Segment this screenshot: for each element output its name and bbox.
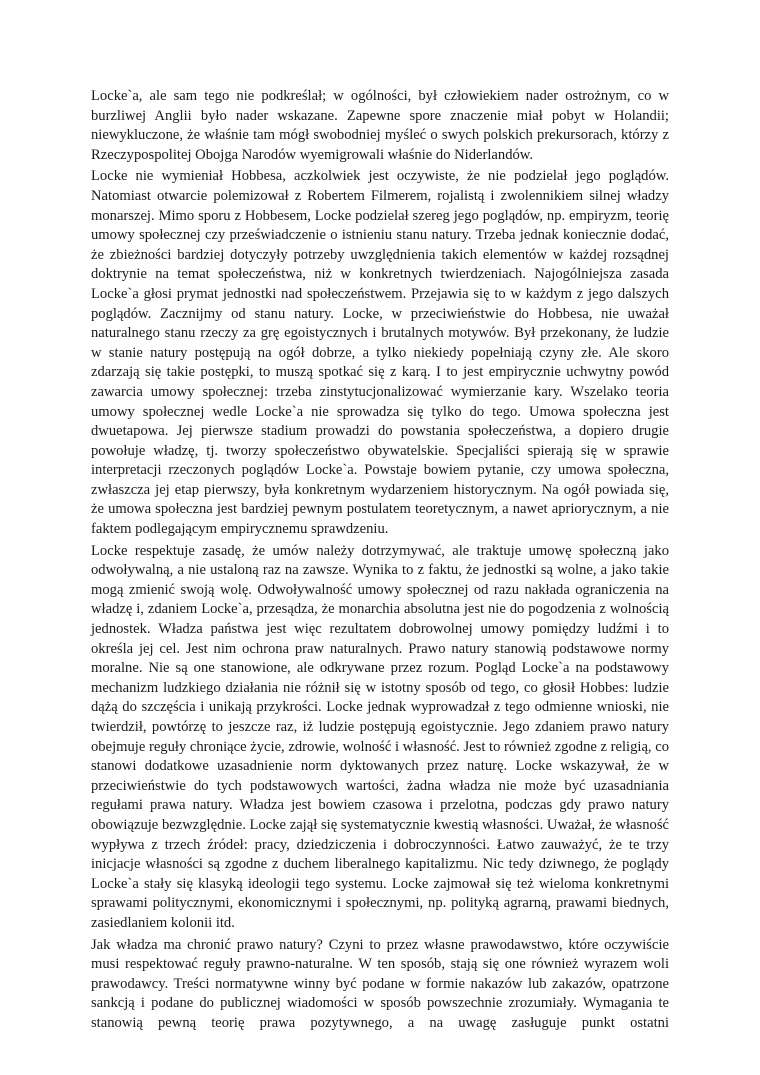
paragraph-4: Jak władza ma chronić prawo natury? Czyni to przez własne prawodawstwo, które oczywiście musi respektować reguły prawno-naturalne. W ten sposób, stają się one również wyrazem woli prawodawcy. Treści normatywne winny być podane w formie nakazów lub zakazów, opatrzone sankcją i podane do publicznej wiadomości w sposób powszechnie zrozumiały. Wymagania te stanowią pewną teorię prawa pozytywnego, a na uwagę zasługuje punkt ostatni [91,936,669,1031]
document-page [91,87,669,1036]
paragraph-1: Locke`a, ale sam tego nie podkreślał; w ogólności, był człowiekiem nader ostrożnym, co w burzliwej Anglii było nader wskazane. Zapewne spore znaczenie miał pobyt w Holandii; niewykluczone, że właśnie tam mógł swobodniej myśleć o swych polskich prekursorach, którzy z Rzeczypospolitej Obojga Narodów wyemigrowali właśnie do Niderlandów. [91,88,669,163]
paragraph-2: Locke nie wymieniał Hobbesa, aczkolwiek jest oczywiste, że nie podzielał jego poglądów. Natomiast otwarcie polemizował z Robertem Filmerem, rojalistą i zwolennikiem silnej władzy monarszej. Mimo sporu z Hobbesem, Locke podzielał szereg jego poglądów, np. empiryzm, teorię umowy społecznej czy przeświadczenie o istnieniu stanu natury. Trzeba jednak koniecznie dodać, że zbieżności bardziej dotyczyły potrzeby uwzględnienia takich elementów w każdej rozsądnej doktrynie na temat społeczeństwa, niż w konkretnych twierdzeniach. Najogólniejsza zasada Locke`a głosi prymat jednostki nad społeczeństwem. Przejawia się to w każdym z jego dalszych poglądów. Zacznijmy od stanu natury. Locke, w przeciwieństwie do Hobbesa, nie uważał naturalnego stanu rzeczy za grę egoistycznych i brutalnych motywów. Był przekonany, że ludzie w stanie natury postępują na ogół dobrze, a tylko niekiedy popełniają czyny złe. Ale skoro zdarzają się takie postępki, to muszą spotkać się z karą. I to jest empirycznie uchwytny powód zawarcia umowy społecznej: trzeba zinstytucjonalizować wymierzanie kary. Wszelako teoria umowy społecznej wedle Locke`a nie sprowadza się tylko do tego. Umowa społeczna jest dwuetapowa. Jej pierwsze stadium prowadzi do powstania społeczeństwa, a dopiero drugie powołuje władzę, tj. tworzy społeczeństwo obywatelskie. Specjaliści spierają się w sprawie interpretacji rzeczonych poglądów Locke`a. Powstaje bowiem pytanie, czy umowa społeczna, zwłaszcza jej etap pierwszy, była konkretnym wydarzeniem historycznym. Na ogół powiada się, że umowa społeczna jest bardziej pewnym postulatem teoretycznym, a nawet apriorycznym, a nie faktem podlegającym empirycznemu sprawdzeniu. [91,168,669,538]
paragraph-3: Locke respektuje zasadę, że umów należy dotrzymywać, ale traktuje umowę społeczną jako odwoływalną, a nie ustaloną raz na zawsze. Wynika to z faktu, że jednostki są wolne, a jako takie mogą zmienić swoją wolę. Odwoływalność umowy społecznej od razu nakłada ograniczenia na władzę i, zdaniem Locke`a, przesądza, że monarchia absolutna jest nie do pogodzenia z wolnością jednostek. Władza państwa jest więc rezultatem dobrowolnej umowy pomiędzy ludźmi i to określa jej cel. Jest nim ochrona praw naturalnych. Prawo natury stanowią podstawowe normy moralne. Nie są one stanowione, ale odkrywane przez rozum. Pogląd Locke`a na podstawowy mechanizm ludzkiego działania nie różnił się w istotny sposób od tego, co głosił Hobbes: ludzie dążą do szczęścia i unikają przykrości. Locke jednak wyprowadzał z tego odmienne wnioski, nie twierdził, powtórzę to jeszcze raz, iż ludzie postępują egoistycznie. Jego zdaniem prawo natury obejmuje reguły chroniące życie, zdrowie, wolność i własność. Jest to również zgodne z religią, co stanowi dodatkowe uzasadnienie norm dyktowanych przez naturę. Locke wskazywał, że w przeciwieństwie do tych podstawowych wartości, żadna władza nie może być uzasadniania regułami prawa natury. Władza jest bowiem czasowa i przelotna, podczas gdy prawo natury obowiązuje bezwzględnie. Locke zajął się systematycznie kwestią własności. Uważał, że własność wypływa z trzech źródeł: pracy, dziedziczenia i dobroczynności. Łatwo zauważyć, że te trzy inicjacje własności są zgodne z duchem liberalnego kapitalizmu. Nic tedy dziwnego, że poglądy Locke`a stały się klasyką ideologii tego systemu. Locke zajmował się też wieloma konkretnymi sprawami politycznymi, ekonomicznymi i społecznymi, np. polityką agrarną, prawami biednych, zasiedlaniem kolonii itd. [91,542,669,931]
